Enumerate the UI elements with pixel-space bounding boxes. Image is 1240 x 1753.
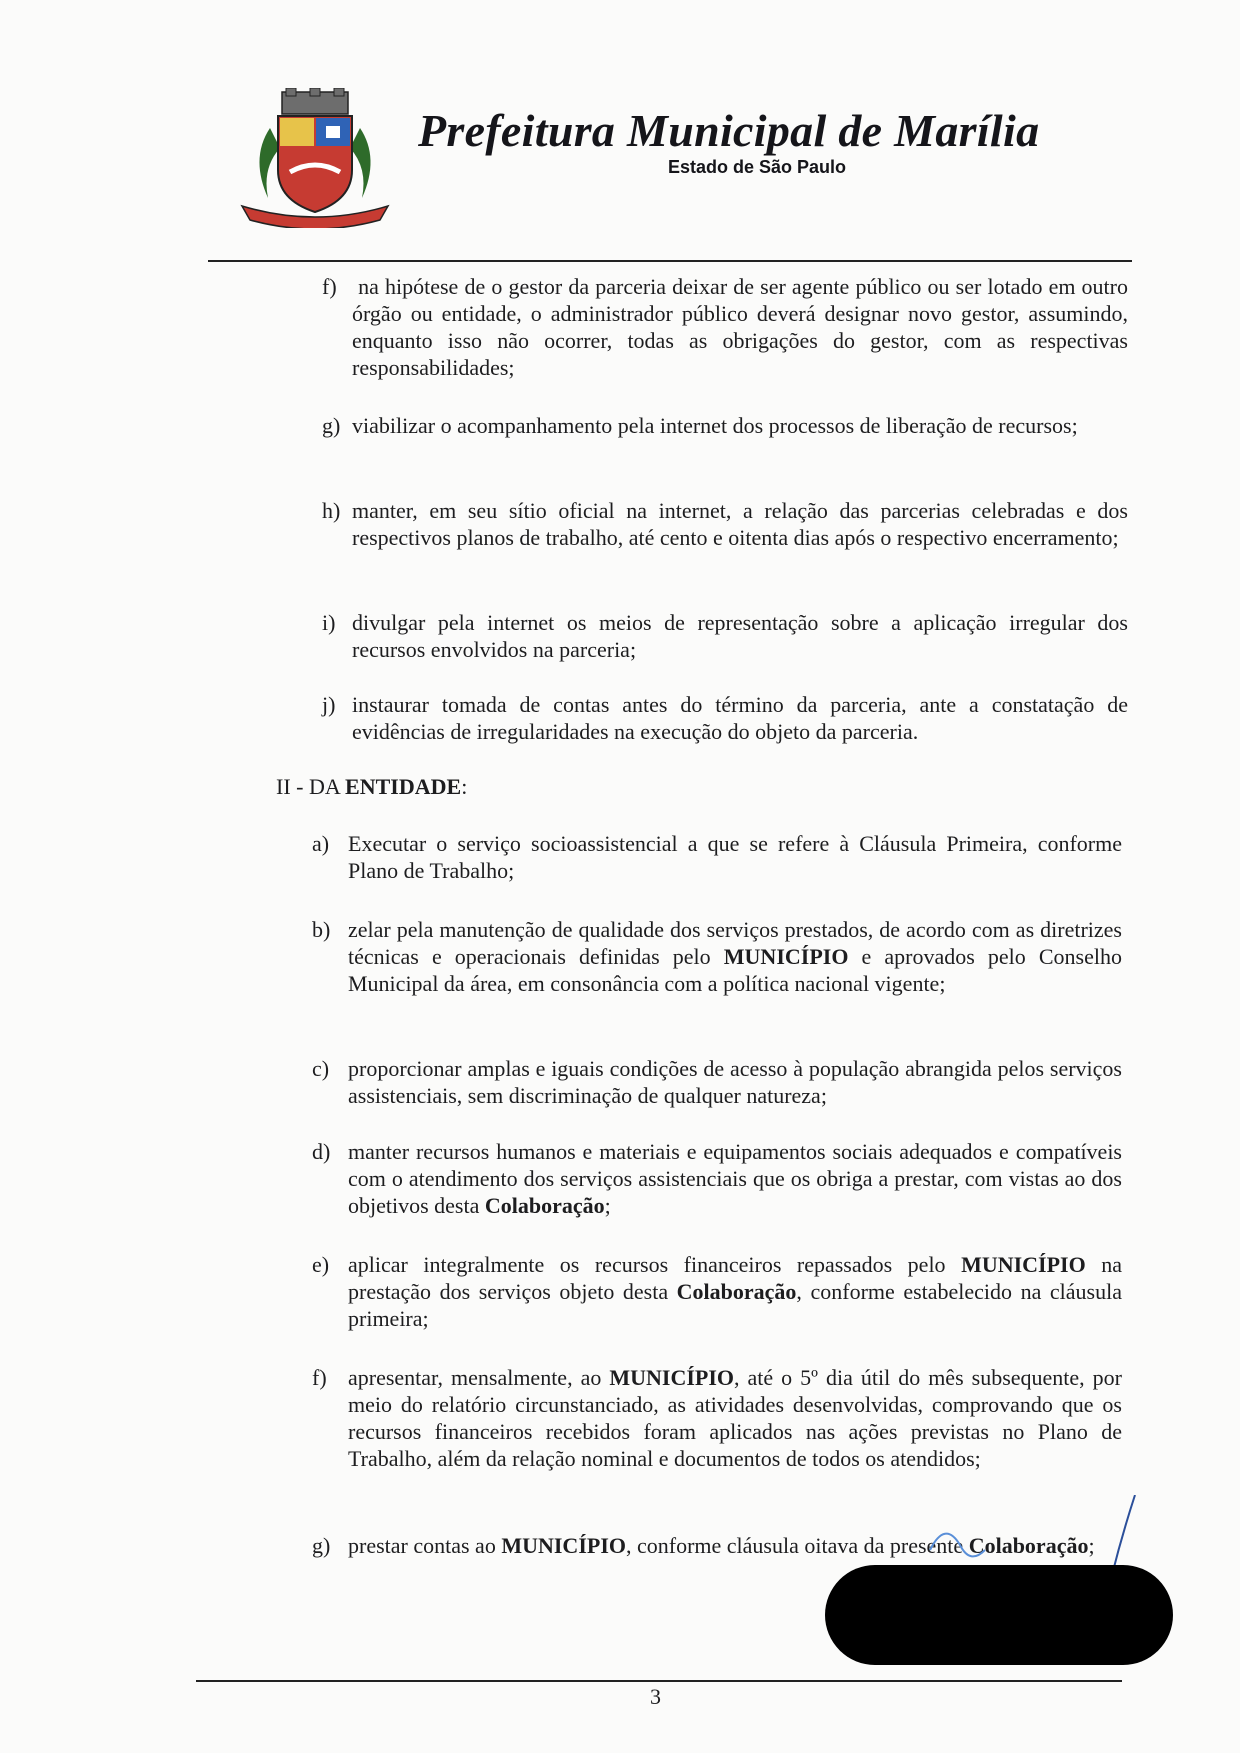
item-text: proporcionar amplas e iguais condições de acesso à população abrangida pelos serviços assistenciais, sem discriminação de qualquer natureza;	[348, 1056, 1122, 1108]
item-text: manter, em seu sítio oficial na internet, a relação das parcerias celebradas e dos respectivos planos de trabalho, até cento e oitenta dias após o respectivo encerramento;	[352, 498, 1128, 550]
page-title: Prefeitura Municipal de Marília	[418, 105, 1040, 156]
item-label: b)	[312, 917, 331, 942]
list-item	[322, 412, 1128, 439]
redaction-block	[825, 1565, 1173, 1665]
item-text: na hipótese de o gestor da parceria deixar de ser agente público ou ser lotado em outro órgão ou entidade, o administrador público deverá designar novo gestor, assumindo, enquanto isso não ocorrer, todas as obrigações do gestor, com as respectivas responsabilidades;	[352, 274, 1129, 380]
section-heading: II - DA ENTIDADE:	[276, 774, 468, 799]
item-text: prestar contas ao MUNICÍPIO, conforme cláusula oitava da presente Colaboração;	[348, 1533, 1095, 1558]
section-heading-name: ENTIDADE	[345, 774, 462, 799]
list-item	[322, 691, 1128, 745]
header-divider	[208, 260, 1132, 262]
item-label: f)	[312, 1365, 327, 1390]
item-label: g)	[322, 413, 341, 438]
item-text: divulgar pela internet os meios de representação sobre a aplicação irregular dos recursos envolvidos na parceria;	[352, 610, 1128, 662]
list-item	[312, 916, 1122, 997]
item-text: viabilizar o acompanhamento pela internet dos processos de liberação de recursos;	[352, 413, 1078, 438]
item-text: manter recursos humanos e materiais e equipamentos sociais adequados e compatíveis com o atendimento dos serviços assistenciais que os obriga a prestar, com vistas ao dos objetivos desta Colaboração;	[348, 1139, 1122, 1218]
item-text: Executar o serviço socioassistencial a que se refere à Cláusula Primeira, conforme Plano de Trabalho;	[348, 831, 1122, 883]
list-item	[312, 1251, 1122, 1332]
list-item	[322, 497, 1128, 551]
page-subtitle: Estado de São Paulo	[668, 157, 847, 177]
list-item	[312, 1138, 1122, 1219]
item-label: i)	[322, 610, 336, 635]
footer-divider	[196, 1680, 1122, 1682]
list-item	[322, 273, 1128, 381]
item-label: a)	[312, 831, 330, 856]
item-label: h)	[322, 498, 341, 523]
item-label: g)	[312, 1533, 331, 1558]
item-label: d)	[312, 1139, 331, 1164]
item-label: f)	[322, 274, 337, 299]
list-item	[312, 1364, 1122, 1472]
coat-of-arms-icon	[240, 88, 390, 228]
page-number: 3	[650, 1684, 661, 1709]
item-text: zelar pela manutenção de qualidade dos serviços prestados, de acordo com as diretrizes técnicas e operacionais definidas pelo MUNICÍPIO e aprovados pelo Conselho Municipal da área, em consonância com a política nacional vigente;	[348, 917, 1122, 996]
item-label: j)	[322, 692, 336, 717]
item-text: aplicar integralmente os recursos financeiros repassados pelo MUNICÍPIO na prestação dos serviços objeto desta Colaboração, conforme estabelecido na cláusula primeira;	[348, 1252, 1122, 1331]
item-text: apresentar, mensalmente, ao MUNICÍPIO, até o 5º dia útil do mês subsequente, por meio do relatório circunstanciado, as atividades desenvolvidas, comprovando que os recursos financeiros recebidos foram aplicados nas ações previstas no Plano de Trabalho, além da relação nominal e documentos de todos os atendidos;	[348, 1365, 1122, 1471]
item-label: e)	[312, 1252, 330, 1277]
item-label: c)	[312, 1056, 330, 1081]
list-item	[312, 1055, 1122, 1109]
list-item	[322, 609, 1128, 663]
list-item	[312, 830, 1122, 884]
item-text: instaurar tomada de contas antes do término da parceria, ante a constatação de evidências de irregularidades na execução do objeto da parceria.	[352, 692, 1128, 744]
